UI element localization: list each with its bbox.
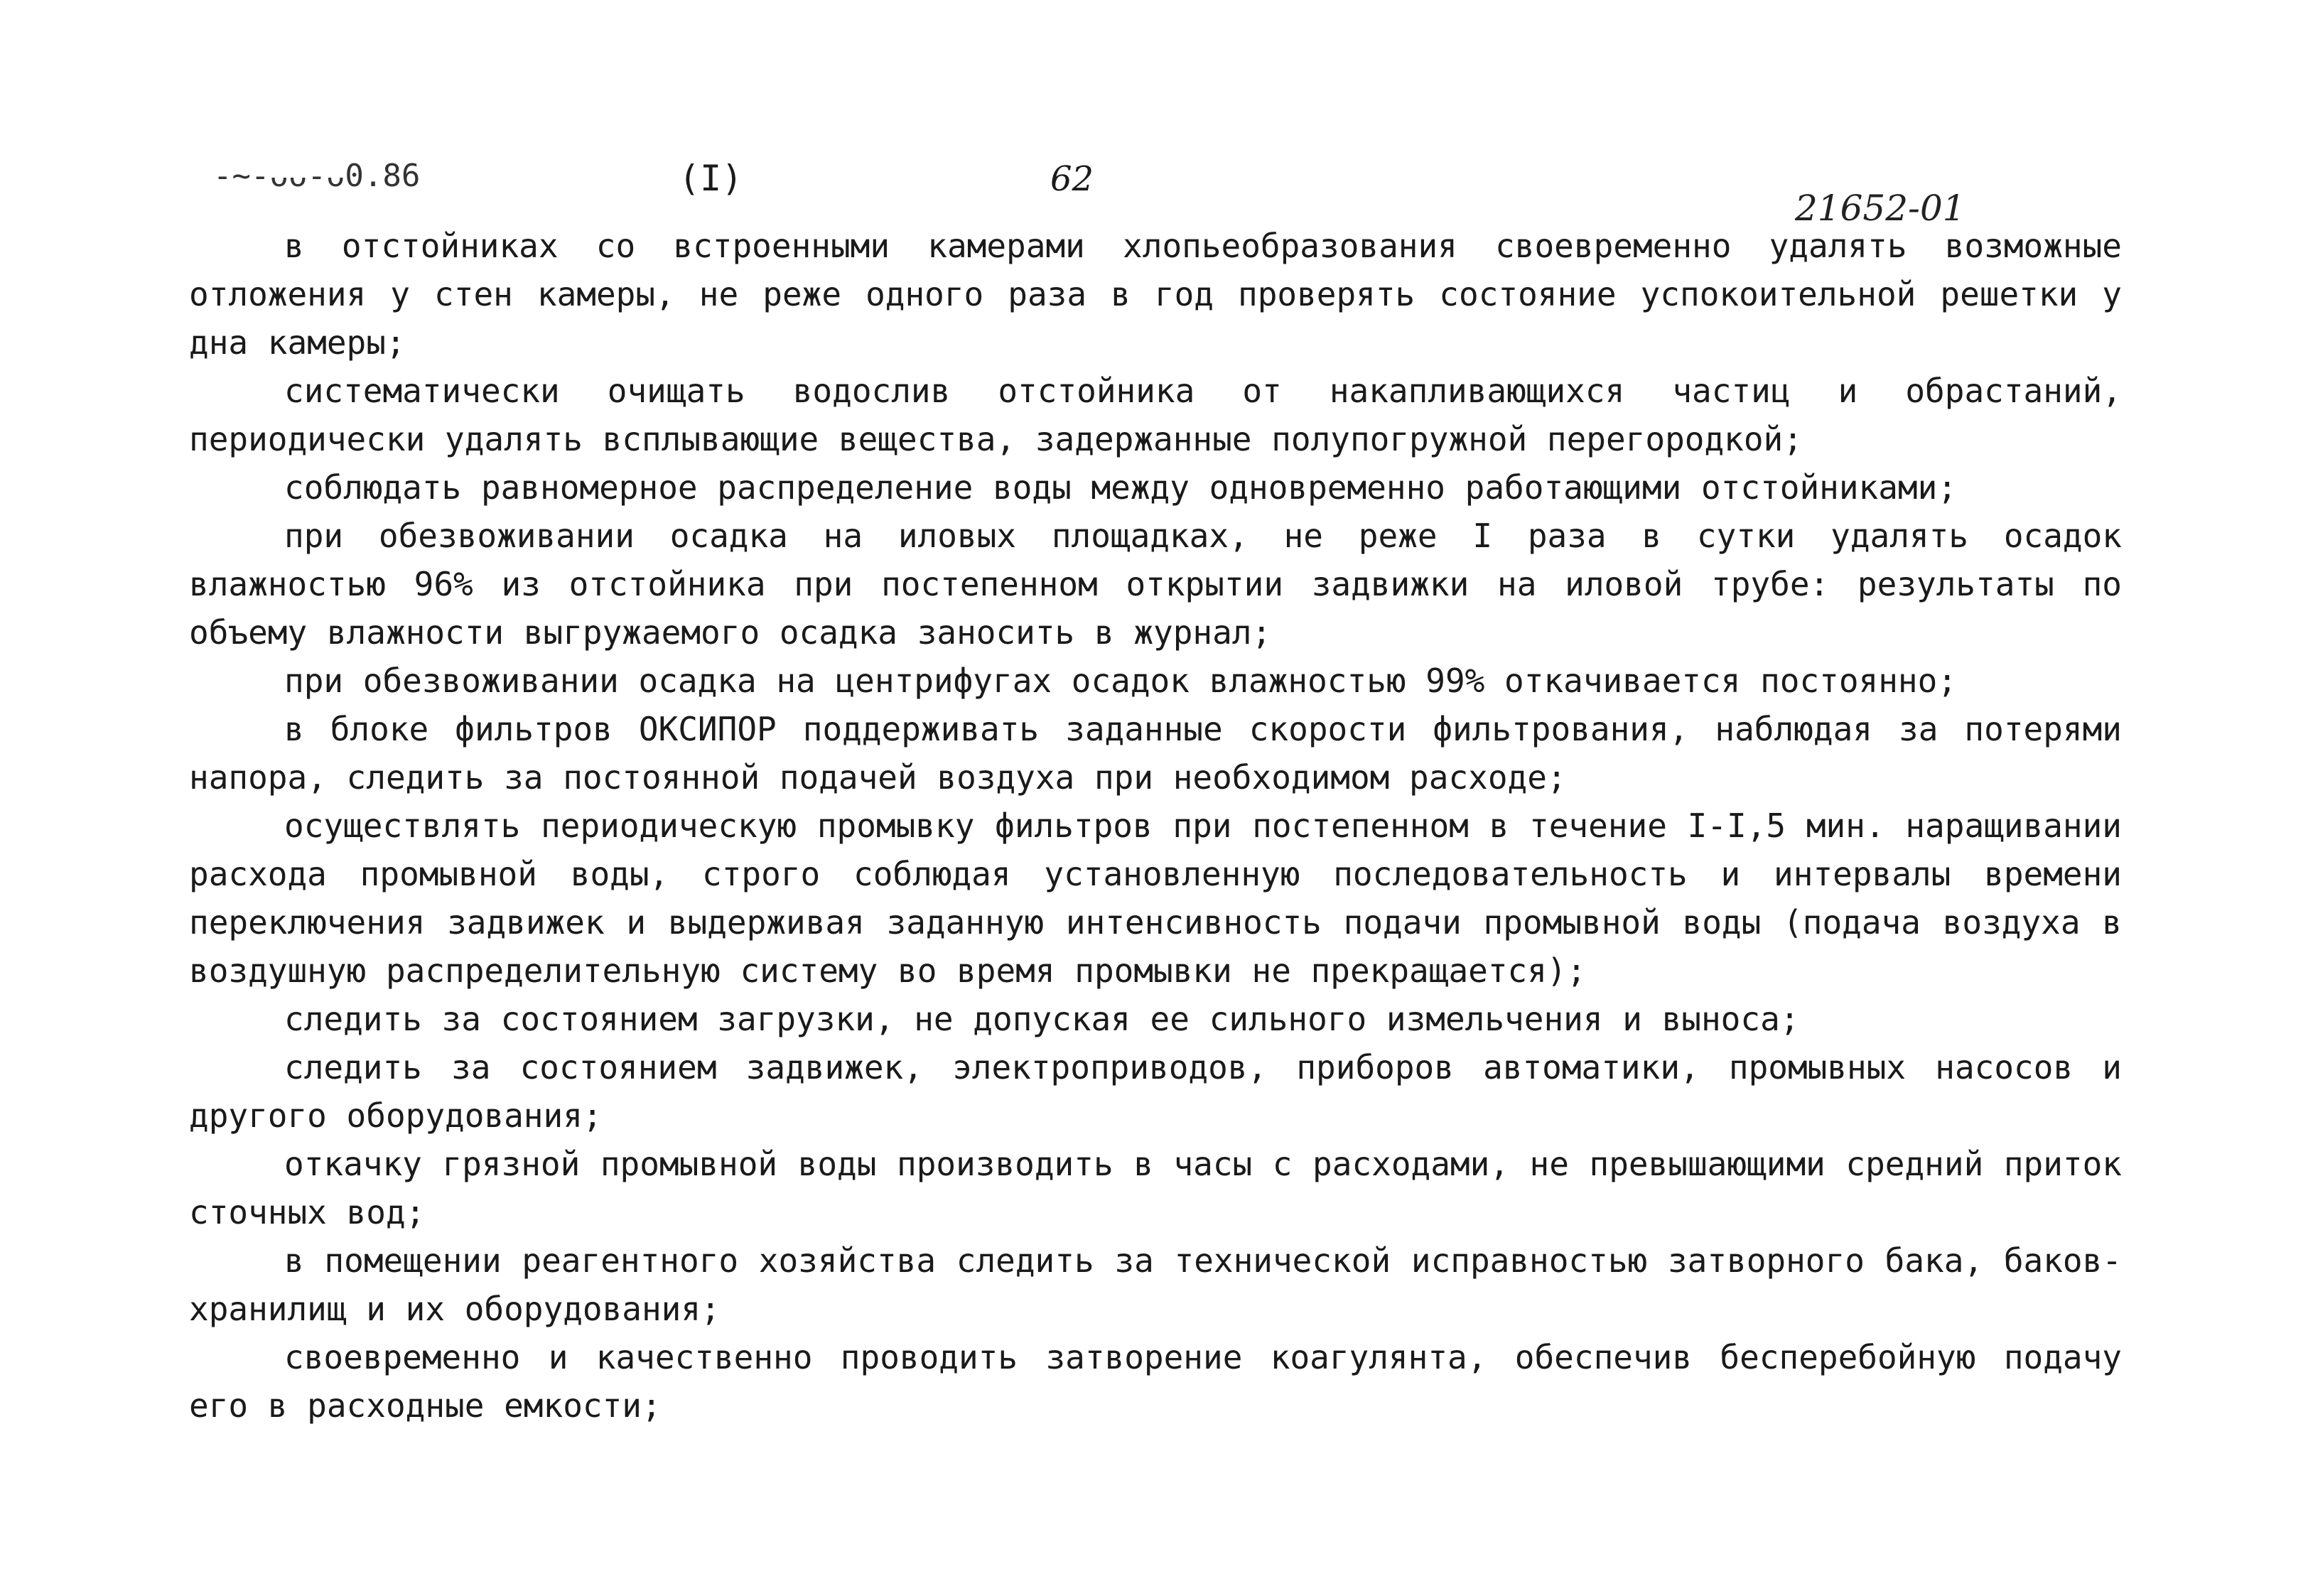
paragraph-reagent-facility: в помещении реагентного хозяйства следить за технической исправностью затворного бака, баков-хранилищ и их оборудования; bbox=[189, 1241, 2122, 1328]
paragraph-sludge-beds: при обезвоживании осадка на иловых площадках, не реже I раза в сутки удалять осадок влажностью 96% из отстойника при постепенном открытии задвижки на иловой трубе: результаты по объему влажности выгружаемого осадка заносить в журнал; bbox=[189, 517, 2122, 652]
paragraph-equipment-monitoring: следить за состоянием задвижек, электроприводов, приборов автоматики, промывных насосов и другого оборудования; bbox=[189, 1048, 2122, 1135]
paragraph-filter-block: в блоке фильтров ОКСИПОР поддерживать заданные скорости фильтрования, наблюдая за потерями напора, следить за постоянной подачей воздуха при необходимом расходе; bbox=[189, 710, 2122, 797]
page-number: 62 bbox=[1050, 159, 1094, 199]
paragraph-wash-water-pumping: откачку грязной промывной воды производить в часы с расходами, не превышающими средний приток сточных вод; bbox=[189, 1145, 2122, 1231]
paragraph-settling-tanks: в отстойниках со встроенными камерами хлопьеобразования своевременно удалять возможные отложения у стен камеры, не реже одного раза в год проверять состояние успокоительной решетки у дна камеры; bbox=[189, 227, 2122, 362]
paragraph-filter-washing: осуществлять периодическую промывку фильтров при постепенном в течение I-I,5 мин. наращивании расхода промывной воды, строго соблюдая установленную последовательность и интервалы времени переключения задвижек и выдерживая заданную интенсивность подачи промывной воды (подача воздуха в воздушную распределительную систему во время промывки не прекращается); bbox=[189, 807, 2122, 990]
paragraph-water-distribution: соблюдать равномерное распределение воды между одновременно работающими отстойниками; bbox=[284, 468, 1958, 507]
paragraph-centrifuges: при обезвоживании осадка на центрифугах осадок влажностью 99% откачивается постоянно; bbox=[284, 662, 1958, 700]
document-code: -~-ᴗᴗ-ᴗ0.86 bbox=[213, 158, 421, 194]
registration-number: 21652-01 bbox=[1795, 188, 1965, 229]
document-body bbox=[189, 222, 2122, 1430]
paragraph-coagulant-mixing: своевременно и качественно проводить затворение коагулянта, обеспечив бесперебойную подачу его в расходные емкости; bbox=[189, 1338, 2122, 1425]
paragraph-media-loading: следить за состоянием загрузки, не допуская ее сильного измельчения и выноса; bbox=[284, 1000, 1800, 1038]
part-number: (I) bbox=[679, 158, 743, 199]
paragraph-weir-cleaning: систематически очищать водослив отстойника от накапливающихся частиц и обрастаний, периодически удалять всплывающие вещества, задержанные полупогружной перегородкой; bbox=[189, 372, 2122, 458]
